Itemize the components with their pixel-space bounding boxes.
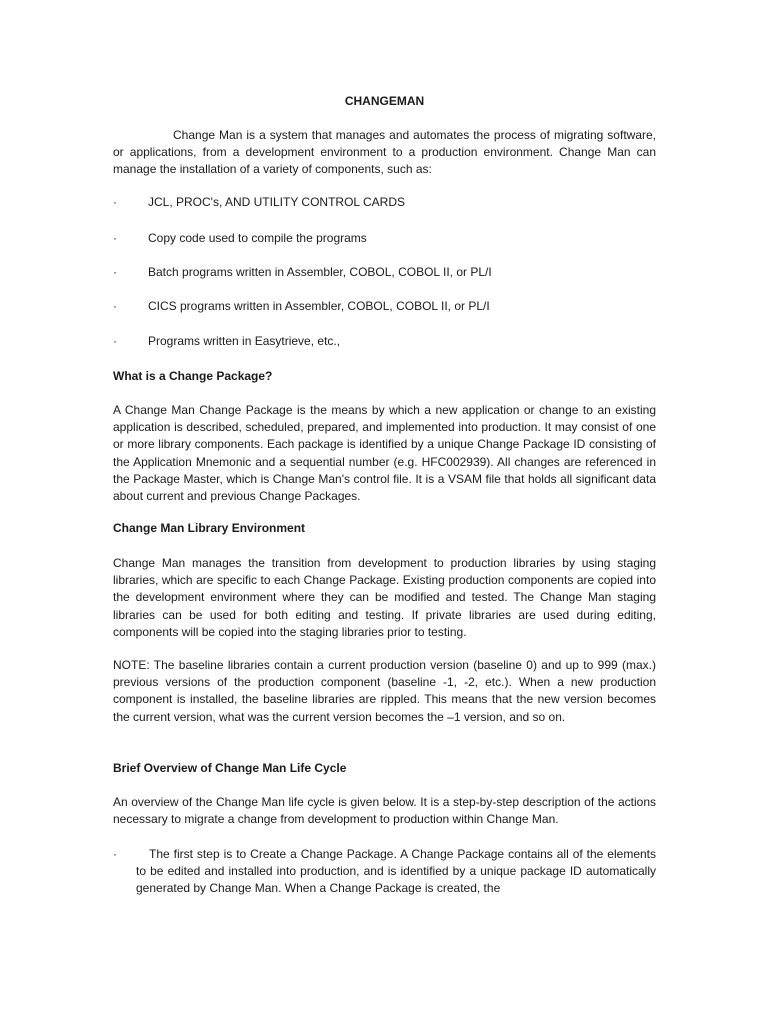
library-environment-paragraph: Change Man manages the transition from development to production libraries by using staging libraries, which are specific to each Change Package. Existing production components are copied into the development environment where they can be modified and tested. The Change Man staging libraries can be used for both editing and testing. If private libraries are used during editing, components will be copied into the staging libraries prior to testing. bbox=[113, 556, 656, 639]
bullet-icon: · bbox=[113, 847, 117, 861]
component-item-text: CICS programs written in Assembler, COBOL, COBOL II, or PL/I bbox=[148, 299, 490, 313]
note-paragraph: NOTE: The baseline libraries contain a current production version (baseline 0) and up to 999 (max.) previous versions of the production component (baseline -1, -2, etc.). When a new production component is installed, the baseline libraries are rippled. This means that the new version becomes the current version, what was the current version becomes the –1 version, and so on. bbox=[113, 658, 656, 724]
life-cycle-step-text: The first step is to Create a Change Package. A Change Package contains all of the elements to be edited and installed into production, and is identified by a unique package ID automatically generated by Change Man. When a Change Package is created, the bbox=[136, 847, 656, 896]
section-heading-change-package: What is a Change Package? bbox=[113, 369, 273, 383]
life-cycle-paragraph: An overview of the Change Man life cycle is given below. It is a step-by-step description of the actions necessary to migrate a change from development to production within Change Man. bbox=[113, 795, 656, 827]
bullet-icon: · bbox=[113, 231, 117, 245]
change-package-paragraph: A Change Man Change Package is the means by which a new application or change to an existing application is described, scheduled, prepared, and implemented into production. It may consist of one or more library components. Each package is identified by a unique Change Package ID consisting of the Application Mnemonic and a sequential number (e.g. HFC002939). All changes are referenced in the Package Master, which is Change Man's control file. It is a VSAM file that holds all significant data about current and previous Change Packages. bbox=[113, 403, 656, 504]
document-page bbox=[113, 0, 656, 1024]
section-heading-life-cycle: Brief Overview of Change Man Life Cycle bbox=[113, 761, 347, 775]
section-heading-library-environment: Change Man Library Environment bbox=[113, 521, 306, 535]
intro-paragraph: Change Man is a system that manages and automates the process of migrating software, or applications, from a development environment to a production environment. Change Man can manage the installation of a variety of components, such as: bbox=[113, 128, 656, 177]
component-item-text: JCL, PROC's, AND UTILITY CONTROL CARDS bbox=[148, 195, 405, 209]
bullet-icon: · bbox=[113, 299, 117, 313]
bullet-icon: · bbox=[113, 265, 117, 279]
component-item-text: Batch programs written in Assembler, COBOL, COBOL II, or PL/I bbox=[148, 265, 492, 279]
component-item-text: Copy code used to compile the programs bbox=[148, 231, 367, 245]
bullet-icon: · bbox=[113, 195, 117, 209]
bullet-icon: · bbox=[113, 334, 117, 348]
life-cycle-step bbox=[113, 846, 656, 898]
component-item-text: Programs written in Easytrieve, etc., bbox=[148, 334, 341, 348]
document-title: CHANGEMAN bbox=[344, 94, 425, 108]
